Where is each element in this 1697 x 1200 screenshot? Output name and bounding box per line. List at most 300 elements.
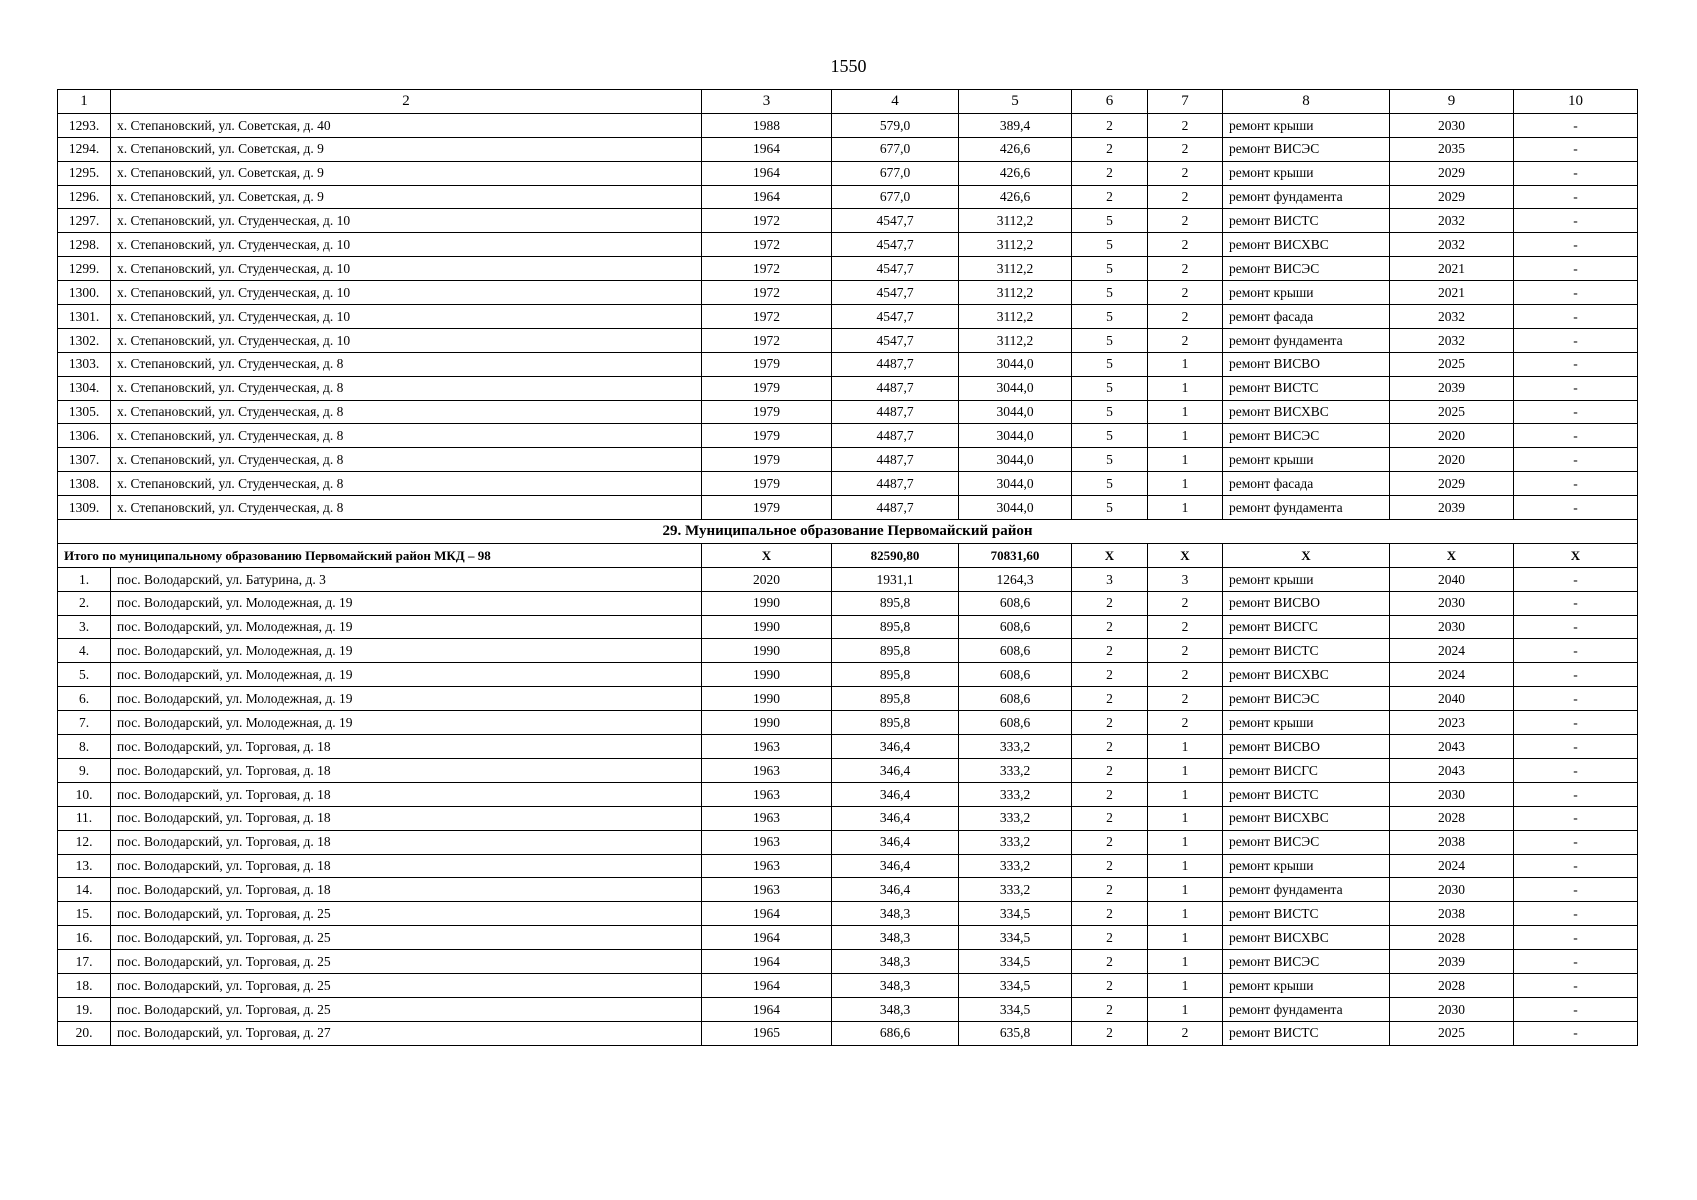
total-area-cell: 348,3 bbox=[832, 973, 959, 997]
address-cell: пос. Володарский, ул. Торговая, д. 25 bbox=[111, 973, 702, 997]
table-row bbox=[58, 997, 1638, 1021]
work-type-cell: ремонт крыши bbox=[1223, 711, 1390, 735]
year-built-cell: 1963 bbox=[702, 758, 832, 782]
work-type-cell: ремонт ВИСЭС bbox=[1223, 687, 1390, 711]
address-cell: х. Степановский, ул. Советская, д. 9 bbox=[111, 137, 702, 161]
entrances-cell: 1 bbox=[1148, 400, 1223, 424]
planned-year-cell: 2032 bbox=[1390, 209, 1514, 233]
note-cell: - bbox=[1514, 185, 1638, 209]
floors-cell: 2 bbox=[1072, 806, 1148, 830]
note-cell: - bbox=[1514, 758, 1638, 782]
address-cell: х. Степановский, ул. Студенческая, д. 8 bbox=[111, 472, 702, 496]
total-cell: 70831,60 bbox=[959, 543, 1072, 567]
planned-year-cell: 2035 bbox=[1390, 137, 1514, 161]
work-type-cell: ремонт ВИСЭС bbox=[1223, 257, 1390, 281]
table-row bbox=[58, 926, 1638, 950]
entrances-cell: 2 bbox=[1148, 209, 1223, 233]
living-area-cell: 3112,2 bbox=[959, 257, 1072, 281]
note-cell: - bbox=[1514, 782, 1638, 806]
row-number-cell: 1302. bbox=[58, 328, 111, 352]
planned-year-cell: 2024 bbox=[1390, 663, 1514, 687]
table-row bbox=[58, 854, 1638, 878]
note-cell: - bbox=[1514, 448, 1638, 472]
row-number-cell: 7. bbox=[58, 711, 111, 735]
note-cell: - bbox=[1514, 854, 1638, 878]
note-cell: - bbox=[1514, 926, 1638, 950]
planned-year-cell: 2025 bbox=[1390, 352, 1514, 376]
row-number-cell: 5. bbox=[58, 663, 111, 687]
year-built-cell: 1979 bbox=[702, 472, 832, 496]
address-cell: пос. Володарский, ул. Молодежная, д. 19 bbox=[111, 687, 702, 711]
work-type-cell: ремонт крыши bbox=[1223, 567, 1390, 591]
address-cell: х. Степановский, ул. Советская, д. 9 bbox=[111, 161, 702, 185]
living-area-cell: 333,2 bbox=[959, 830, 1072, 854]
work-type-cell: ремонт фундамента bbox=[1223, 496, 1390, 520]
living-area-cell: 3112,2 bbox=[959, 328, 1072, 352]
row-number-cell: 1308. bbox=[58, 472, 111, 496]
planned-year-cell: 2030 bbox=[1390, 782, 1514, 806]
row-number-cell: 17. bbox=[58, 950, 111, 974]
note-cell: - bbox=[1514, 281, 1638, 305]
table-row bbox=[58, 806, 1638, 830]
floors-cell: 2 bbox=[1072, 1021, 1148, 1045]
work-type-cell: ремонт ВИСТС bbox=[1223, 376, 1390, 400]
floors-cell: 2 bbox=[1072, 687, 1148, 711]
year-built-cell: 1963 bbox=[702, 735, 832, 759]
living-area-cell: 608,6 bbox=[959, 687, 1072, 711]
table-row bbox=[58, 496, 1638, 520]
planned-year-cell: 2032 bbox=[1390, 328, 1514, 352]
entrances-cell: 2 bbox=[1148, 305, 1223, 329]
work-type-cell: ремонт ВИСТС bbox=[1223, 1021, 1390, 1045]
header-cell: 4 bbox=[832, 90, 959, 114]
work-type-cell: ремонт крыши bbox=[1223, 113, 1390, 137]
header-cell: 8 bbox=[1223, 90, 1390, 114]
year-built-cell: 1964 bbox=[702, 185, 832, 209]
year-built-cell: 1972 bbox=[702, 209, 832, 233]
column-number-header-row bbox=[58, 90, 1638, 114]
total-area-cell: 677,0 bbox=[832, 185, 959, 209]
header-cell: 2 bbox=[111, 90, 702, 114]
section-title: 29. Муниципальное образование Первомайский район bbox=[58, 520, 1638, 544]
floors-cell: 5 bbox=[1072, 496, 1148, 520]
row-number-cell: 11. bbox=[58, 806, 111, 830]
row-number-cell: 1305. bbox=[58, 400, 111, 424]
floors-cell: 3 bbox=[1072, 567, 1148, 591]
work-type-cell: ремонт крыши bbox=[1223, 281, 1390, 305]
floors-cell: 2 bbox=[1072, 878, 1148, 902]
work-type-cell: ремонт фундамента bbox=[1223, 185, 1390, 209]
living-area-cell: 1264,3 bbox=[959, 567, 1072, 591]
note-cell: - bbox=[1514, 711, 1638, 735]
total-area-cell: 348,3 bbox=[832, 950, 959, 974]
entrances-cell: 1 bbox=[1148, 902, 1223, 926]
year-built-cell: 1979 bbox=[702, 496, 832, 520]
total-area-cell: 4547,7 bbox=[832, 305, 959, 329]
row-number-cell: 1309. bbox=[58, 496, 111, 520]
total-area-cell: 4547,7 bbox=[832, 328, 959, 352]
work-type-cell: ремонт фасада bbox=[1223, 472, 1390, 496]
note-cell: - bbox=[1514, 376, 1638, 400]
year-built-cell: 1963 bbox=[702, 806, 832, 830]
table-row bbox=[58, 950, 1638, 974]
header-cell: 7 bbox=[1148, 90, 1223, 114]
address-cell: пос. Володарский, ул. Торговая, д. 27 bbox=[111, 1021, 702, 1045]
total-area-cell: 346,4 bbox=[832, 878, 959, 902]
address-cell: пос. Володарский, ул. Молодежная, д. 19 bbox=[111, 711, 702, 735]
living-area-cell: 3044,0 bbox=[959, 352, 1072, 376]
living-area-cell: 334,5 bbox=[959, 997, 1072, 1021]
table-row bbox=[58, 352, 1638, 376]
year-built-cell: 1979 bbox=[702, 376, 832, 400]
row-number-cell: 1304. bbox=[58, 376, 111, 400]
note-cell: - bbox=[1514, 137, 1638, 161]
entrances-cell: 2 bbox=[1148, 233, 1223, 257]
living-area-cell: 333,2 bbox=[959, 782, 1072, 806]
planned-year-cell: 2030 bbox=[1390, 113, 1514, 137]
entrances-cell: 1 bbox=[1148, 926, 1223, 950]
address-cell: пос. Володарский, ул. Торговая, д. 25 bbox=[111, 902, 702, 926]
floors-cell: 2 bbox=[1072, 161, 1148, 185]
planned-year-cell: 2032 bbox=[1390, 233, 1514, 257]
row-number-cell: 20. bbox=[58, 1021, 111, 1045]
address-cell: пос. Володарский, ул. Торговая, д. 18 bbox=[111, 735, 702, 759]
total-area-cell: 348,3 bbox=[832, 902, 959, 926]
table-row bbox=[58, 687, 1638, 711]
total-area-cell: 4487,7 bbox=[832, 472, 959, 496]
planned-year-cell: 2028 bbox=[1390, 926, 1514, 950]
planned-year-cell: 2038 bbox=[1390, 830, 1514, 854]
total-area-cell: 4487,7 bbox=[832, 424, 959, 448]
total-area-cell: 346,4 bbox=[832, 735, 959, 759]
entrances-cell: 1 bbox=[1148, 758, 1223, 782]
year-built-cell: 1964 bbox=[702, 161, 832, 185]
year-built-cell: 1972 bbox=[702, 281, 832, 305]
living-area-cell: 608,6 bbox=[959, 711, 1072, 735]
year-built-cell: 1979 bbox=[702, 400, 832, 424]
row-number-cell: 18. bbox=[58, 973, 111, 997]
row-number-cell: 1301. bbox=[58, 305, 111, 329]
table-row bbox=[58, 209, 1638, 233]
living-area-cell: 608,6 bbox=[959, 639, 1072, 663]
total-area-cell: 895,8 bbox=[832, 663, 959, 687]
address-cell: пос. Володарский, ул. Молодежная, д. 19 bbox=[111, 591, 702, 615]
living-area-cell: 3044,0 bbox=[959, 448, 1072, 472]
address-cell: пос. Володарский, ул. Торговая, д. 18 bbox=[111, 830, 702, 854]
floors-cell: 5 bbox=[1072, 352, 1148, 376]
planned-year-cell: 2030 bbox=[1390, 878, 1514, 902]
note-cell: - bbox=[1514, 973, 1638, 997]
address-cell: х. Степановский, ул. Студенческая, д. 10 bbox=[111, 257, 702, 281]
planned-year-cell: 2038 bbox=[1390, 902, 1514, 926]
work-type-cell: ремонт ВИСТС bbox=[1223, 639, 1390, 663]
work-type-cell: ремонт ВИСГС bbox=[1223, 758, 1390, 782]
address-cell: х. Степановский, ул. Советская, д. 9 bbox=[111, 185, 702, 209]
table-row bbox=[58, 878, 1638, 902]
year-built-cell: 1964 bbox=[702, 926, 832, 950]
note-cell: - bbox=[1514, 591, 1638, 615]
note-cell: - bbox=[1514, 687, 1638, 711]
entrances-cell: 2 bbox=[1148, 257, 1223, 281]
planned-year-cell: 2021 bbox=[1390, 281, 1514, 305]
page-number: 1550 bbox=[830, 56, 867, 76]
total-area-cell: 895,8 bbox=[832, 687, 959, 711]
work-type-cell: ремонт фундамента bbox=[1223, 328, 1390, 352]
row-number-cell: 1295. bbox=[58, 161, 111, 185]
entrances-cell: 1 bbox=[1148, 472, 1223, 496]
living-area-cell: 3044,0 bbox=[959, 424, 1072, 448]
address-cell: х. Степановский, ул. Студенческая, д. 10 bbox=[111, 209, 702, 233]
year-built-cell: 1965 bbox=[702, 1021, 832, 1045]
living-area-cell: 389,4 bbox=[959, 113, 1072, 137]
total-area-cell: 4547,7 bbox=[832, 233, 959, 257]
entrances-cell: 1 bbox=[1148, 854, 1223, 878]
living-area-cell: 635,8 bbox=[959, 1021, 1072, 1045]
floors-cell: 2 bbox=[1072, 902, 1148, 926]
address-cell: х. Степановский, ул. Студенческая, д. 8 bbox=[111, 496, 702, 520]
living-area-cell: 333,2 bbox=[959, 735, 1072, 759]
total-cell: Х bbox=[1072, 543, 1148, 567]
address-cell: х. Степановский, ул. Студенческая, д. 10 bbox=[111, 233, 702, 257]
floors-cell: 5 bbox=[1072, 305, 1148, 329]
note-cell: - bbox=[1514, 233, 1638, 257]
total-area-cell: 686,6 bbox=[832, 1021, 959, 1045]
floors-cell: 5 bbox=[1072, 328, 1148, 352]
address-cell: пос. Володарский, ул. Торговая, д. 25 bbox=[111, 997, 702, 1021]
table-row bbox=[58, 233, 1638, 257]
table-row bbox=[58, 137, 1638, 161]
living-area-cell: 608,6 bbox=[959, 591, 1072, 615]
work-type-cell: ремонт крыши bbox=[1223, 448, 1390, 472]
planned-year-cell: 2029 bbox=[1390, 472, 1514, 496]
year-built-cell: 1964 bbox=[702, 973, 832, 997]
table-row bbox=[58, 376, 1638, 400]
registry-table bbox=[57, 89, 1638, 1046]
row-number-cell: 14. bbox=[58, 878, 111, 902]
entrances-cell: 2 bbox=[1148, 161, 1223, 185]
floors-cell: 5 bbox=[1072, 376, 1148, 400]
note-cell: - bbox=[1514, 352, 1638, 376]
living-area-cell: 3044,0 bbox=[959, 400, 1072, 424]
year-built-cell: 1972 bbox=[702, 305, 832, 329]
floors-cell: 2 bbox=[1072, 830, 1148, 854]
work-type-cell: ремонт ВИСВО bbox=[1223, 591, 1390, 615]
header-cell: 3 bbox=[702, 90, 832, 114]
living-area-cell: 608,6 bbox=[959, 615, 1072, 639]
planned-year-cell: 2030 bbox=[1390, 591, 1514, 615]
year-built-cell: 1990 bbox=[702, 591, 832, 615]
entrances-cell: 2 bbox=[1148, 113, 1223, 137]
header-cell: 10 bbox=[1514, 90, 1638, 114]
living-area-cell: 3112,2 bbox=[959, 209, 1072, 233]
row-number-cell: 1298. bbox=[58, 233, 111, 257]
row-number-cell: 1307. bbox=[58, 448, 111, 472]
address-cell: х. Степановский, ул. Студенческая, д. 10 bbox=[111, 305, 702, 329]
floors-cell: 5 bbox=[1072, 257, 1148, 281]
total-area-cell: 4547,7 bbox=[832, 257, 959, 281]
planned-year-cell: 2020 bbox=[1390, 424, 1514, 448]
entrances-cell: 1 bbox=[1148, 878, 1223, 902]
table-row bbox=[58, 639, 1638, 663]
note-cell: - bbox=[1514, 902, 1638, 926]
floors-cell: 2 bbox=[1072, 711, 1148, 735]
note-cell: - bbox=[1514, 400, 1638, 424]
floors-cell: 2 bbox=[1072, 782, 1148, 806]
total-area-cell: 579,0 bbox=[832, 113, 959, 137]
entrances-cell: 1 bbox=[1148, 376, 1223, 400]
note-cell: - bbox=[1514, 950, 1638, 974]
address-cell: пос. Володарский, ул. Торговая, д. 18 bbox=[111, 878, 702, 902]
work-type-cell: ремонт фундамента bbox=[1223, 878, 1390, 902]
year-built-cell: 1990 bbox=[702, 687, 832, 711]
table-row bbox=[58, 113, 1638, 137]
total-cell: Х bbox=[1223, 543, 1390, 567]
living-area-cell: 3044,0 bbox=[959, 472, 1072, 496]
planned-year-cell: 2040 bbox=[1390, 567, 1514, 591]
note-cell: - bbox=[1514, 305, 1638, 329]
floors-cell: 2 bbox=[1072, 113, 1148, 137]
entrances-cell: 2 bbox=[1148, 281, 1223, 305]
living-area-cell: 334,5 bbox=[959, 926, 1072, 950]
year-built-cell: 1990 bbox=[702, 639, 832, 663]
note-cell: - bbox=[1514, 806, 1638, 830]
floors-cell: 2 bbox=[1072, 950, 1148, 974]
address-cell: пос. Володарский, ул. Молодежная, д. 19 bbox=[111, 663, 702, 687]
row-number-cell: 1299. bbox=[58, 257, 111, 281]
entrances-cell: 2 bbox=[1148, 591, 1223, 615]
entrances-cell: 1 bbox=[1148, 448, 1223, 472]
note-cell: - bbox=[1514, 830, 1638, 854]
floors-cell: 5 bbox=[1072, 281, 1148, 305]
planned-year-cell: 2025 bbox=[1390, 400, 1514, 424]
header-cell: 1 bbox=[58, 90, 111, 114]
floors-cell: 5 bbox=[1072, 233, 1148, 257]
work-type-cell: ремонт ВИСХВС bbox=[1223, 663, 1390, 687]
living-area-cell: 333,2 bbox=[959, 806, 1072, 830]
total-area-cell: 346,4 bbox=[832, 854, 959, 878]
work-type-cell: ремонт ВИСВО bbox=[1223, 352, 1390, 376]
work-type-cell: ремонт ВИСТС bbox=[1223, 902, 1390, 926]
header-cell: 5 bbox=[959, 90, 1072, 114]
entrances-cell: 2 bbox=[1148, 687, 1223, 711]
table-row bbox=[58, 902, 1638, 926]
total-area-cell: 4487,7 bbox=[832, 400, 959, 424]
entrances-cell: 1 bbox=[1148, 950, 1223, 974]
note-cell: - bbox=[1514, 639, 1638, 663]
total-area-cell: 677,0 bbox=[832, 137, 959, 161]
note-cell: - bbox=[1514, 161, 1638, 185]
row-number-cell: 1303. bbox=[58, 352, 111, 376]
total-area-cell: 1931,1 bbox=[832, 567, 959, 591]
work-type-cell: ремонт ВИСВО bbox=[1223, 735, 1390, 759]
total-area-cell: 895,8 bbox=[832, 591, 959, 615]
total-area-cell: 348,3 bbox=[832, 926, 959, 950]
note-cell: - bbox=[1514, 615, 1638, 639]
work-type-cell: ремонт ВИСХВС bbox=[1223, 233, 1390, 257]
work-type-cell: ремонт крыши bbox=[1223, 973, 1390, 997]
year-built-cell: 2020 bbox=[702, 567, 832, 591]
living-area-cell: 608,6 bbox=[959, 663, 1072, 687]
note-cell: - bbox=[1514, 997, 1638, 1021]
row-number-cell: 3. bbox=[58, 615, 111, 639]
entrances-cell: 2 bbox=[1148, 137, 1223, 161]
total-cell: Х bbox=[1514, 543, 1638, 567]
address-cell: пос. Володарский, ул. Торговая, д. 18 bbox=[111, 782, 702, 806]
address-cell: пос. Володарский, ул. Торговая, д. 25 bbox=[111, 950, 702, 974]
entrances-cell: 2 bbox=[1148, 1021, 1223, 1045]
total-cell: Х bbox=[702, 543, 832, 567]
note-cell: - bbox=[1514, 878, 1638, 902]
total-area-cell: 348,3 bbox=[832, 997, 959, 1021]
total-area-cell: 4487,7 bbox=[832, 352, 959, 376]
year-built-cell: 1964 bbox=[702, 137, 832, 161]
year-built-cell: 1972 bbox=[702, 257, 832, 281]
planned-year-cell: 2043 bbox=[1390, 758, 1514, 782]
address-cell: х. Степановский, ул. Студенческая, д. 10 bbox=[111, 328, 702, 352]
year-built-cell: 1963 bbox=[702, 782, 832, 806]
floors-cell: 2 bbox=[1072, 591, 1148, 615]
planned-year-cell: 2039 bbox=[1390, 950, 1514, 974]
planned-year-cell: 2039 bbox=[1390, 376, 1514, 400]
note-cell: - bbox=[1514, 113, 1638, 137]
section-heading-row bbox=[58, 520, 1638, 544]
total-row bbox=[58, 543, 1638, 567]
address-cell: х. Степановский, ул. Студенческая, д. 8 bbox=[111, 400, 702, 424]
total-area-cell: 4547,7 bbox=[832, 209, 959, 233]
row-number-cell: 8. bbox=[58, 735, 111, 759]
row-number-cell: 1296. bbox=[58, 185, 111, 209]
row-number-cell: 1300. bbox=[58, 281, 111, 305]
work-type-cell: ремонт ВИСЭС bbox=[1223, 950, 1390, 974]
total-cell: Х bbox=[1148, 543, 1223, 567]
floors-cell: 2 bbox=[1072, 663, 1148, 687]
planned-year-cell: 2028 bbox=[1390, 806, 1514, 830]
living-area-cell: 3112,2 bbox=[959, 281, 1072, 305]
entrances-cell: 2 bbox=[1148, 615, 1223, 639]
living-area-cell: 426,6 bbox=[959, 185, 1072, 209]
row-number-cell: 1. bbox=[58, 567, 111, 591]
note-cell: - bbox=[1514, 567, 1638, 591]
row-number-cell: 16. bbox=[58, 926, 111, 950]
floors-cell: 2 bbox=[1072, 926, 1148, 950]
table-row bbox=[58, 591, 1638, 615]
year-built-cell: 1964 bbox=[702, 997, 832, 1021]
address-cell: пос. Володарский, ул. Торговая, д. 18 bbox=[111, 758, 702, 782]
work-type-cell: ремонт крыши bbox=[1223, 854, 1390, 878]
planned-year-cell: 2028 bbox=[1390, 973, 1514, 997]
floors-cell: 5 bbox=[1072, 400, 1148, 424]
entrances-cell: 1 bbox=[1148, 352, 1223, 376]
address-cell: пос. Володарский, ул. Торговая, д. 18 bbox=[111, 854, 702, 878]
address-cell: х. Степановский, ул. Студенческая, д. 8 bbox=[111, 448, 702, 472]
planned-year-cell: 2029 bbox=[1390, 161, 1514, 185]
floors-cell: 2 bbox=[1072, 997, 1148, 1021]
note-cell: - bbox=[1514, 257, 1638, 281]
planned-year-cell: 2030 bbox=[1390, 615, 1514, 639]
floors-cell: 2 bbox=[1072, 735, 1148, 759]
entrances-cell: 1 bbox=[1148, 424, 1223, 448]
address-cell: пос. Володарский, ул. Батурина, д. 3 bbox=[111, 567, 702, 591]
total-area-cell: 4547,7 bbox=[832, 281, 959, 305]
total-area-cell: 4487,7 bbox=[832, 376, 959, 400]
table-row bbox=[58, 448, 1638, 472]
living-area-cell: 333,2 bbox=[959, 878, 1072, 902]
year-built-cell: 1963 bbox=[702, 854, 832, 878]
table-row bbox=[58, 305, 1638, 329]
year-built-cell: 1990 bbox=[702, 711, 832, 735]
note-cell: - bbox=[1514, 1021, 1638, 1045]
living-area-cell: 334,5 bbox=[959, 902, 1072, 926]
